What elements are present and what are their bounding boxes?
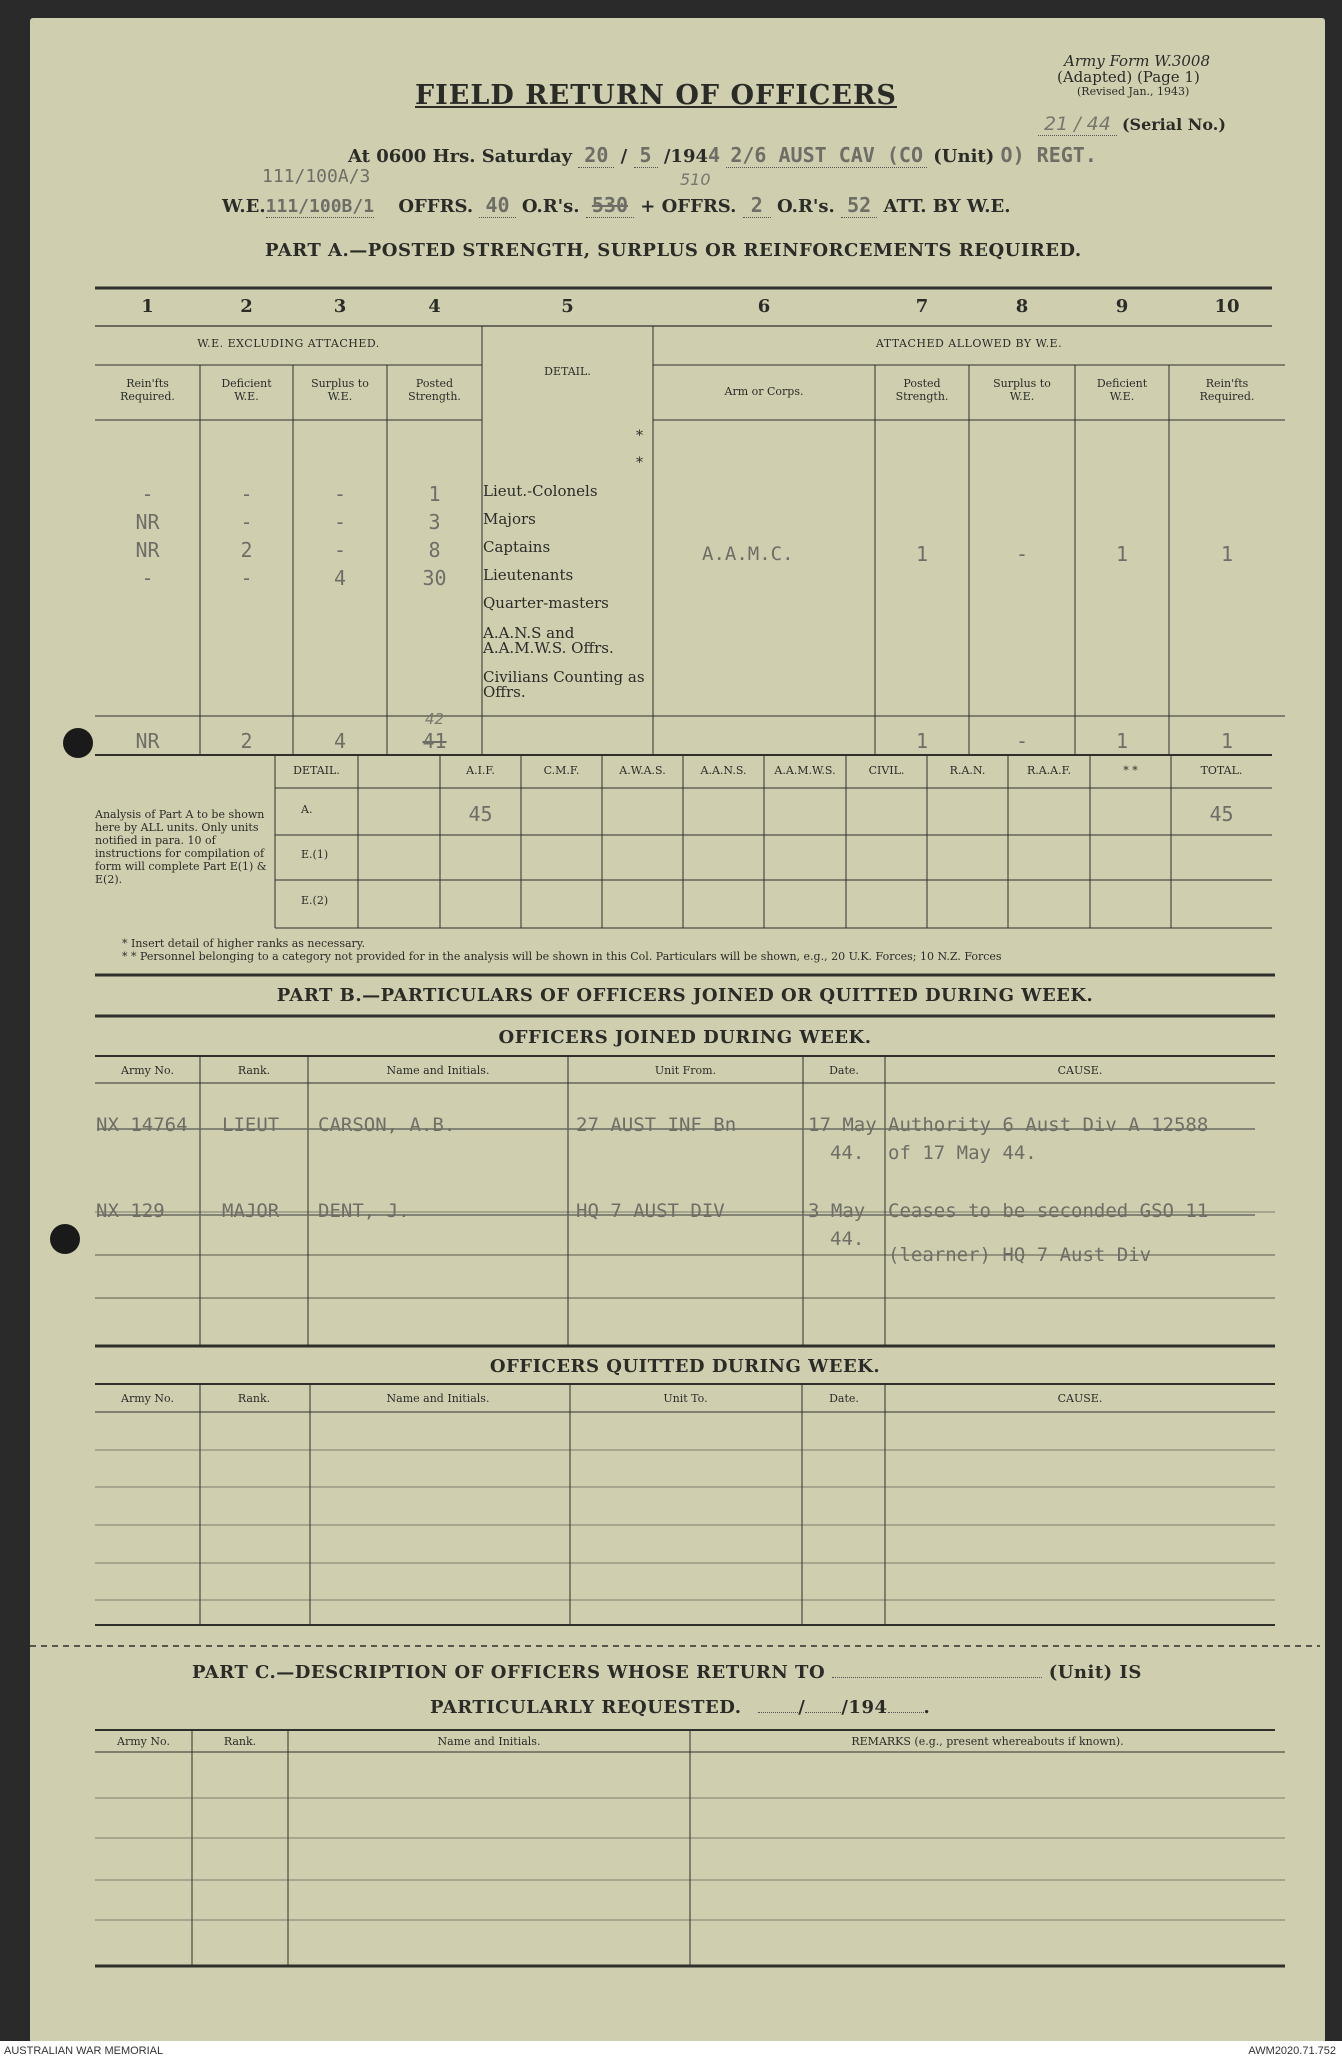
column-head: Surplus to W.E. <box>993 377 1051 403</box>
analysis-note: Analysis of Part A to be shown here by ALL units. Only units notified in para. 10 of instructions for compilation of form will complete Part E(1) & E(2). <box>95 808 267 886</box>
rank: MAJOR <box>222 1200 280 1222</box>
column-number: 6 <box>757 296 771 317</box>
joined-column-head: Army No. <box>121 1064 174 1077</box>
ors-correction: 510 <box>680 170 711 189</box>
posted-value: 1 <box>428 482 441 506</box>
part-c-title-text: PART C.—DESCRIPTION OF OFFICERS WHOSE RETURN TO <box>192 1662 826 1683</box>
column-number: 10 <box>1214 296 1240 317</box>
total-att-deficient: 1 <box>1115 729 1129 753</box>
serial-line <box>1038 113 1226 136</box>
total-att-surplus: - <box>1015 729 1029 753</box>
column-head: Posted Strength. <box>895 377 949 403</box>
detail-rank: Majors <box>483 510 536 528</box>
date-joined-year: 44. <box>830 1228 865 1250</box>
offrs-label: OFFRS. <box>398 196 474 217</box>
footer-credit: AUSTRALIAN WAR MEMORIAL <box>4 2045 164 2057</box>
reinforcements-value: NR <box>135 510 160 534</box>
rank: LIEUT <box>222 1114 280 1136</box>
surplus-value: - <box>333 482 347 506</box>
cause-continued: (learner) HQ 7 Aust Div <box>888 1244 1152 1266</box>
unit-label: (Unit) <box>933 146 995 167</box>
surplus-value: - <box>333 538 347 562</box>
analysis-total-value: 45 <box>1209 802 1234 826</box>
column-head: Posted Strength. <box>408 377 461 403</box>
reinforcements-value: NR <box>135 538 160 562</box>
cause: Ceases to be seconded GSO 11 <box>888 1200 1209 1222</box>
analysis-column-head: A.I.F. <box>466 764 495 777</box>
part-c-column-head: Rank. <box>223 1735 257 1748</box>
part-c-unit-label: (Unit) IS <box>1048 1662 1142 1683</box>
army-form-number: Army Form W.3008 <box>1064 52 1210 70</box>
part-c-requested: PARTICULARLY REQUESTED. <box>430 1697 742 1718</box>
we-handwritten: 111/100A/3 <box>262 166 371 187</box>
column-head: Rein'fts Required. <box>120 377 175 403</box>
column-number: 1 <box>141 296 154 317</box>
year-suffix: 4 <box>708 143 721 167</box>
total-reinforcements: NR <box>135 729 160 753</box>
footnote-higher-ranks: * Insert detail of higher ranks as necessary. <box>122 937 366 950</box>
deficient-value: - <box>240 482 253 506</box>
analysis-aif-value: 45 <box>468 802 493 826</box>
total-posted: 41 <box>422 729 447 753</box>
att-ors-value: 52 <box>841 193 877 218</box>
joined-column-head: Name and Initials. <box>386 1064 490 1077</box>
column-number: 4 <box>428 296 441 317</box>
part-c-title <box>192 1662 1142 1683</box>
officer-name: DENT, J. <box>318 1200 410 1222</box>
total-posted-correction: 42 <box>424 710 445 728</box>
attached-reinforcements: 1 <box>1220 542 1234 566</box>
analysis-row-label: A. <box>301 803 313 816</box>
joined-column-head: CAUSE. <box>1057 1064 1103 1077</box>
posted-value: 3 <box>428 510 441 534</box>
column-number: 3 <box>333 296 347 317</box>
form-revised-note: (Revised Jan., 1943) <box>1077 85 1190 98</box>
surplus-value: 4 <box>333 566 347 590</box>
star-mark: * <box>636 455 643 471</box>
part-a-title: PART A.—POSTED STRENGTH, SURPLUS OR REINFORCEMENTS REQUIRED. <box>265 240 1082 261</box>
column-number: 5 <box>561 296 574 317</box>
cause: Authority 6 Aust Div A 12588 <box>888 1114 1209 1136</box>
detail-rank: Captains <box>483 538 551 556</box>
date-joined-year: 44. <box>830 1142 865 1164</box>
day-value: 20 <box>578 143 614 168</box>
date-blank <box>888 1699 924 1713</box>
unit-typed: 2/6 AUST CAV (CO <box>726 143 927 168</box>
at-hours-label: At 0600 Hrs. Saturday <box>348 146 573 167</box>
ors-value: 530 <box>586 193 634 218</box>
deficient-value: 2 <box>240 538 253 562</box>
attached-surplus: - <box>1015 542 1029 566</box>
analysis-row-label: E.(1) <box>301 848 329 861</box>
part-c-subtitle: PARTICULARLY REQUESTED. / /194 . <box>430 1697 931 1718</box>
analysis-column-head: DETAIL. <box>293 764 340 777</box>
date-unit-line: At 0600 Hrs. Saturday 20 / 5 /1944 2/6 AUST CAV (CO (Unit) O) REGT. <box>348 143 1097 167</box>
footer-bar <box>0 2041 1342 2061</box>
footer-accession: AWM2020.71.752 <box>1248 2045 1336 2057</box>
analysis-column-head: C.M.F. <box>543 764 580 777</box>
detail-rank: Civilians Counting as Offrs. <box>483 668 645 701</box>
army-number: NX 14764 <box>96 1114 188 1136</box>
posted-value: 30 <box>422 566 447 590</box>
column-head: Deficient W.E. <box>1096 377 1148 403</box>
deficient-value: - <box>240 510 253 534</box>
total-deficient: 2 <box>240 729 253 753</box>
att-offrs-value: 2 <box>743 193 771 218</box>
detail-rank: Lieutenants <box>483 566 574 584</box>
column-number: 9 <box>1115 296 1129 317</box>
we-excluding-header: W.E. EXCLUDING ATTACHED. <box>197 337 380 350</box>
ors-label: O.R's. <box>521 196 580 217</box>
column-number: 8 <box>1015 296 1029 317</box>
part-c-column-head: Name and Initials. <box>437 1735 541 1748</box>
surplus-value: - <box>333 510 347 534</box>
total-att-reinforcements: 1 <box>1220 729 1234 753</box>
analysis-column-head: CIVIL. <box>868 764 905 777</box>
month-value: 5 <box>634 143 658 168</box>
year-prefix: /194 <box>663 146 709 167</box>
form-adapted-note: (Adapted) (Page 1) <box>1057 68 1200 86</box>
detail-rank: Lieut.-Colonels <box>483 482 598 500</box>
reinforcements-value: - <box>141 566 154 590</box>
column-head: Rein'fts Required. <box>1199 377 1255 403</box>
quitted-column-head: Rank. <box>237 1392 271 1405</box>
quitted-column-head: CAUSE. <box>1057 1392 1103 1405</box>
star-mark: * <box>636 428 643 444</box>
attached-deficient: 1 <box>1115 542 1129 566</box>
cause-continued: of 17 May 44. <box>888 1142 1037 1164</box>
analysis-column-head: TOTAL. <box>1200 764 1243 777</box>
date-joined: 3 May <box>808 1200 866 1222</box>
analysis-column-head: R.A.N. <box>949 764 986 777</box>
quitted-column-head: Name and Initials. <box>386 1392 490 1405</box>
analysis-column-head: A.A.N.S. <box>700 764 747 777</box>
unit-typed-end: O) REGT. <box>1000 143 1097 167</box>
deficient-value: - <box>240 566 253 590</box>
serial-label: (Serial No.) <box>1121 115 1226 134</box>
detail-rank: A.A.N.S and A.A.M.W.S. Offrs. <box>483 624 614 657</box>
establishment-line <box>222 193 1011 218</box>
analysis-row-label: E.(2) <box>301 894 329 907</box>
footnote-other-category: * * Personnel belonging to a category not provided for in the analysis will be shown in this Col. Particulars will be shown, e.g., 20 U.K. Forces; 10 N.Z. Forces <box>122 950 1002 963</box>
quitted-column-head: Date. <box>829 1392 859 1405</box>
we-label: W.E. <box>222 196 266 217</box>
ors2-label: O.R's. <box>777 196 835 217</box>
quitted-column-head: Army No. <box>121 1392 174 1405</box>
arm-corps-header: Arm or Corps. <box>724 385 804 398</box>
analysis-column-head: R.A.A.F. <box>1026 764 1072 777</box>
column-number: 2 <box>240 296 253 317</box>
detail-rank: Quarter-masters <box>483 594 609 612</box>
total-surplus: 4 <box>333 729 347 753</box>
attached-arm: A.A.M.C. <box>702 543 794 565</box>
analysis-column-head: * * <box>1123 764 1138 777</box>
unit-blank <box>832 1664 1042 1678</box>
date-blank <box>758 1699 798 1713</box>
page-title: FIELD RETURN OF OFFICERS <box>415 80 897 111</box>
attached-posted: 1 <box>915 542 929 566</box>
quitted-title: OFFICERS QUITTED DURING WEEK. <box>489 1356 881 1377</box>
attached-allowed-header: ATTACHED ALLOWED BY W.E. <box>875 337 1063 350</box>
we-value: 111/100B/1 <box>265 196 375 217</box>
reinforcements-value: - <box>141 482 154 506</box>
analysis-column-head: A.W.A.S. <box>619 764 666 777</box>
posted-value: 8 <box>428 538 441 562</box>
part-c-column-head: Army No. <box>117 1735 170 1748</box>
joined-column-head: Rank. <box>237 1064 271 1077</box>
column-head: Surplus to W.E. <box>311 377 369 403</box>
analysis-column-head: A.A.M.W.S. <box>774 764 836 777</box>
att-label: ATT. BY W.E. <box>883 196 1011 217</box>
officer-name: CARSON, A.B. <box>318 1114 456 1136</box>
joined-title: OFFICERS JOINED DURING WEEK. <box>498 1027 872 1048</box>
part-c-column-head: REMARKS (e.g., present whereabouts if known). <box>851 1735 1124 1748</box>
army-number: NX 129 <box>96 1200 165 1222</box>
part-c-year: /194 <box>841 1697 888 1718</box>
date-joined: 17 May <box>808 1114 877 1136</box>
column-number: 7 <box>915 296 929 317</box>
column-head: Deficient W.E. <box>221 377 272 403</box>
date-blank <box>805 1699 841 1713</box>
quitted-column-head: Unit To. <box>663 1392 708 1405</box>
unit-from: HQ 7 AUST DIV <box>576 1200 725 1222</box>
total-att-posted: 1 <box>915 729 929 753</box>
detail-header: DETAIL. <box>544 365 591 378</box>
part-b-title: PART B.—PARTICULARS OF OFFICERS JOINED OR QUITTED DURING WEEK. <box>276 985 1094 1006</box>
serial-number: 21 / 44 <box>1038 113 1117 136</box>
unit-from: 27 AUST INF Bn <box>576 1114 737 1136</box>
plus-offrs-label: + OFFRS. <box>640 196 737 217</box>
offrs-value: 40 <box>479 193 515 218</box>
joined-column-head: Date. <box>829 1064 859 1077</box>
joined-column-head: Unit From. <box>654 1064 717 1077</box>
